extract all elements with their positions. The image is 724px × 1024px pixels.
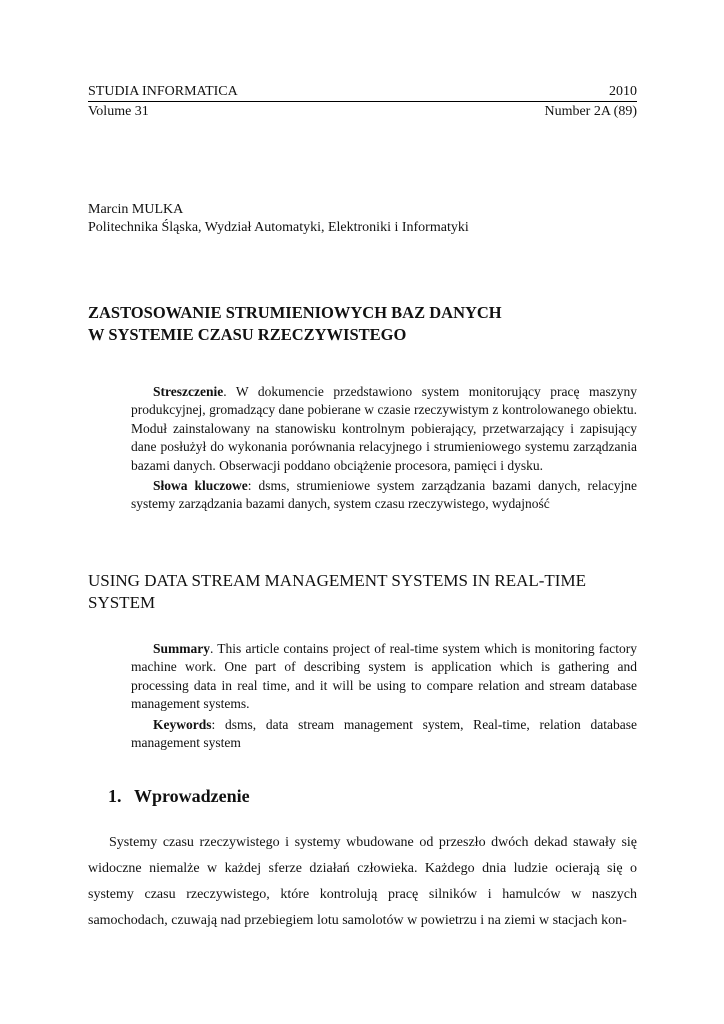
title-pl-line2: W SYSTEMIE CZASU RZECZYWISTEGO [88,325,407,344]
keywords-en-text: : dsms, data stream management system, Real-time, relation database management system [131,716,637,751]
journal-header [88,82,637,121]
abstract-pl-text: . W dokumencie przedstawiono system monitorujący pracę maszyny produkcyjnej, gromadzący dane pobierane w czasie rzeczywistym z kontrolowanego obiektu. Moduł zainstalowany na stanowisku kontrolnym pobierający, przetwarzający i zapisujący dane posłużył do wykonania porównania relacyjnego i strumieniowego systemu zarządzania bazami danych. Obserwacji poddano obciążenie procesora, pamięci i dysku. [131,384,637,473]
keywords-pl-text: : dsms, strumieniowe system zarządzania bazami danych, relacyjne systemy zarządzania bazami danych, system czasu rzeczywistego, wydajność [131,478,637,512]
abstract-pl-label: Streszczenie [153,384,224,399]
author-block [88,201,469,237]
abstract-en-label: Summary [153,641,210,656]
section-heading [108,786,250,807]
title-en-line1: USING DATA STREAM MANAGEMENT SYSTEMS IN REAL-TIME [88,571,586,590]
keywords-pl-paragraph [131,477,637,514]
paper-title-polish [88,302,648,346]
journal-volume: Volume 31 [88,104,149,119]
journal-name: STUDIA INFORMATICA [88,84,238,99]
author-name: Marcin MULKA [88,202,184,217]
title-en-line2: SYSTEM [88,593,156,612]
title-pl-line1: ZASTOSOWANIE STRUMIENIOWYCH BAZ DANYCH [88,303,502,322]
keywords-en-paragraph [131,716,637,753]
body-paragraph: Systemy czasu rzeczywistego i systemy wbudowane od przeszło dwóch dekad stawały się widoczne niemalże w każdej sferze działań człowieka. Każdego dnia ludzie ocierają się o systemy czasu rzeczywistego, które kontrolują pracę silników i hamulców w naszych samochodach, czuwają nad przebiegiem lotu samolotów w powietrzu i na ziemi w stacjach kon- [88,835,637,928]
section-number: 1. [108,786,122,806]
keywords-pl-label: Słowa kluczowe [153,478,248,494]
section-body [88,830,637,934]
journal-year: 2010 [609,84,637,99]
abstract-pl-paragraph [131,383,637,475]
abstract-polish [131,383,637,514]
paper-title-english [88,570,648,614]
journal-number: Number 2A (89) [544,104,637,119]
abstract-en-paragraph [131,640,637,714]
section-title: Wprowadzenie [134,786,250,806]
abstract-english [131,640,637,752]
header-row-top [88,82,637,102]
keywords-en-label: Keywords [153,716,212,732]
header-row-bottom [88,102,637,121]
author-affiliation: Politechnika Śląska, Wydział Automatyki, Elektroniki i Informatyki [88,220,469,235]
abstract-en-text: . This article contains project of real-time system which is monitoring factory machine work. One part of describing system is application which is gathering and processing data in real time, and it will be using to compare relation and stream database management systems. [131,641,637,712]
